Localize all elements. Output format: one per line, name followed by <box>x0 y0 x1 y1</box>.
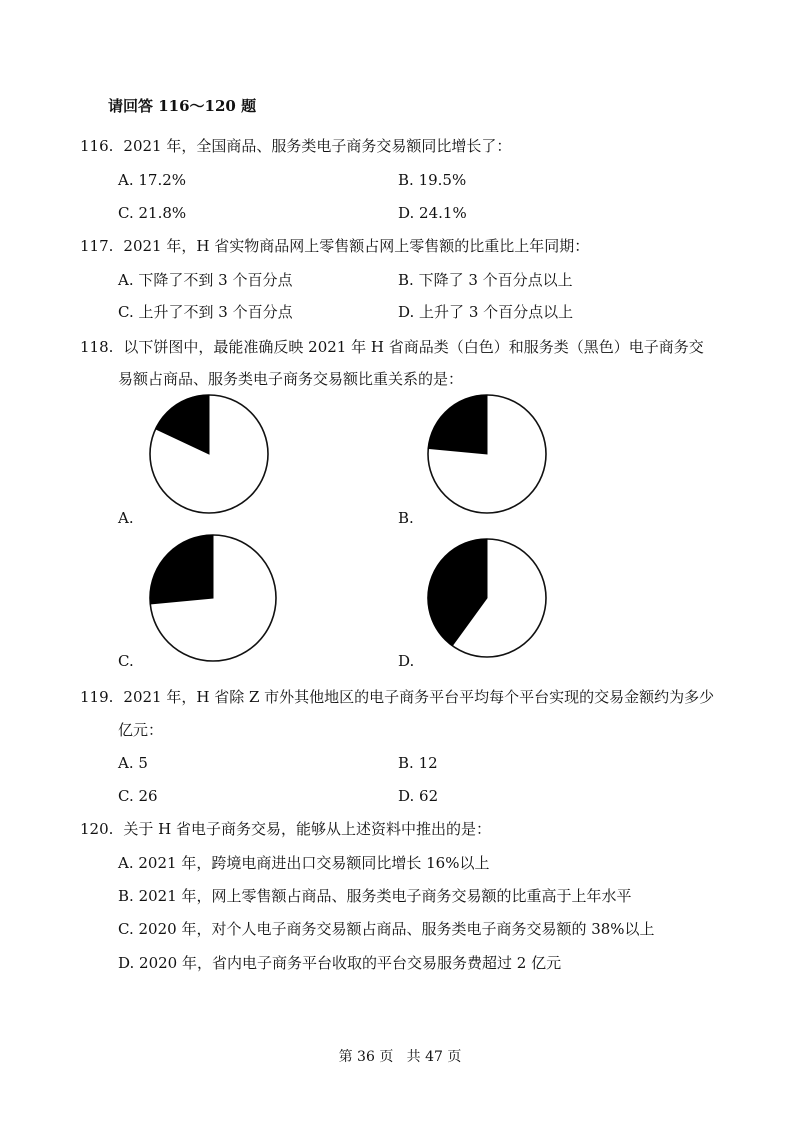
q117-option-c[interactable] <box>118 302 293 322</box>
question-text-line1: 2021 年，H 省除 Z 市外其他地区的电子商务平台平均每个平台实现的交易金额约为多少 <box>123 688 715 706</box>
option-label: C. <box>118 204 134 222</box>
question-118-line2: 易额占商品、服务类电子商务交易额比重关系的是： <box>118 370 464 388</box>
question-number: 120. <box>80 820 114 838</box>
question-number: 119. <box>80 688 114 706</box>
option-text: 上升了不到 3 个百分点 <box>138 303 293 321</box>
q116-option-b[interactable] <box>398 170 466 190</box>
question-text: 2021 年，H 省实物商品网上零售额占网上零售额的比重比上年同期： <box>123 237 590 255</box>
option-text: 19.5% <box>418 171 467 189</box>
q116-option-d[interactable] <box>398 203 467 223</box>
pie-chart-b[interactable] <box>426 393 548 515</box>
pie-option-c-label[interactable]: C. <box>118 652 134 670</box>
option-text: 5 <box>138 754 148 772</box>
option-label: D. <box>398 787 415 805</box>
question-text: 2021 年，全国商品、服务类电子商务交易额同比增长了： <box>123 137 512 155</box>
option-label: D. <box>118 954 135 972</box>
pie-black-slice <box>150 535 213 604</box>
q116-option-a[interactable] <box>118 170 186 190</box>
q119-option-a[interactable] <box>118 753 148 773</box>
q119-option-c[interactable] <box>118 786 158 806</box>
option-text: 下降了不到 3 个百分点 <box>138 271 293 289</box>
pie-chart-d[interactable] <box>426 537 548 659</box>
page-footer: 第 36 页 共 47 页 <box>338 1049 462 1065</box>
q120-option-b[interactable] <box>118 886 632 906</box>
option-label: C. <box>118 920 134 938</box>
option-text: 12 <box>418 754 438 772</box>
question-117 <box>80 236 589 256</box>
q117-option-a[interactable] <box>118 270 292 290</box>
option-label: C. <box>118 303 134 321</box>
option-text: 21.8% <box>138 204 187 222</box>
option-text: 2020 年，省内电子商务平台收取的平台交易服务费超过 2 亿元 <box>139 954 562 972</box>
option-text: 17.2% <box>138 171 187 189</box>
option-label: D. <box>398 303 415 321</box>
section-heading: 请回答 116～120 题 <box>108 97 257 115</box>
question-120 <box>80 819 491 839</box>
question-text-line1: 以下饼图中，最能准确反映 2021 年 H 省商品类（白色）和服务类（黑色）电子商务交 <box>123 338 704 356</box>
question-119 <box>80 687 714 707</box>
q119-option-d[interactable] <box>398 786 438 806</box>
question-text: 关于 H 省电子商务交易，能够从上述资料中推出的是： <box>123 820 492 838</box>
option-label: B. <box>398 271 414 289</box>
question-116 <box>80 136 511 156</box>
option-text: 上升了 3 个百分点以上 <box>419 303 574 321</box>
question-118 <box>80 337 704 357</box>
q117-option-b[interactable] <box>398 270 573 290</box>
option-text: 62 <box>419 787 439 805</box>
option-label: B. <box>398 171 414 189</box>
option-label: A. <box>118 754 134 772</box>
q119-option-b[interactable] <box>398 753 438 773</box>
option-text: 24.1% <box>419 204 467 222</box>
option-label: A. <box>118 271 134 289</box>
option-label: B. <box>118 887 134 905</box>
question-119-line2: 亿元： <box>118 721 164 739</box>
q116-option-c[interactable] <box>118 203 186 223</box>
option-label: D. <box>398 204 415 222</box>
option-text: 2020 年，对个人电子商务交易额占商品、服务类电子商务交易额的 38%以上 <box>138 920 655 938</box>
option-text: 2021 年，跨境电商进出口交易额同比增长 16%以上 <box>138 854 490 872</box>
q120-option-c[interactable] <box>118 919 655 939</box>
option-text: 26 <box>138 787 158 805</box>
question-number: 116. <box>80 137 114 155</box>
pie-black-slice <box>428 395 487 454</box>
pie-option-b-label[interactable]: B. <box>398 509 414 527</box>
q120-option-a[interactable] <box>118 853 489 873</box>
option-text: 下降了 3 个百分点以上 <box>418 271 573 289</box>
q120-option-d[interactable] <box>118 953 561 973</box>
pie-chart-c[interactable] <box>148 533 278 663</box>
question-number: 117. <box>80 237 114 255</box>
pie-option-a-label[interactable]: A. <box>118 509 134 527</box>
question-number: 118. <box>80 338 114 356</box>
pie-chart-a[interactable] <box>148 393 270 515</box>
option-label: A. <box>118 171 134 189</box>
option-label: C. <box>118 787 134 805</box>
option-label: B. <box>398 754 414 772</box>
option-text: 2021 年，网上零售额占商品、服务类电子商务交易额的比重高于上年水平 <box>138 887 632 905</box>
option-label: A. <box>118 854 134 872</box>
q117-option-d[interactable] <box>398 302 573 322</box>
pie-option-d-label[interactable]: D. <box>398 652 415 670</box>
